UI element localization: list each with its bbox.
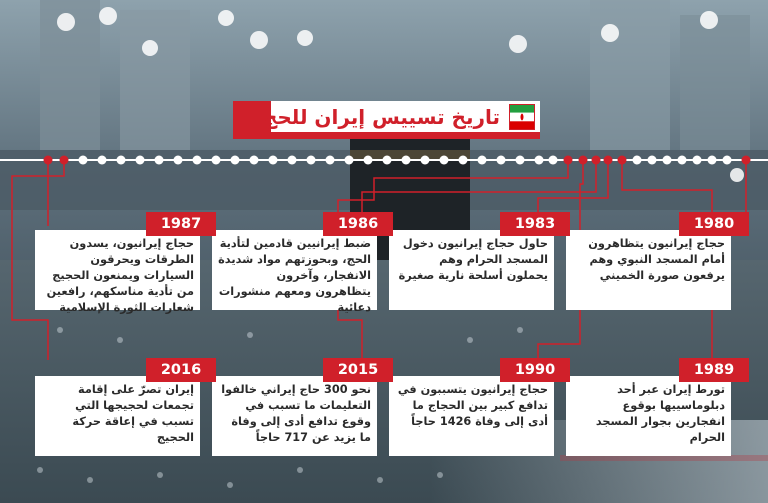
timeline-dot-1987	[44, 156, 53, 165]
event-card-1983	[389, 230, 554, 310]
timeline-dot-icon	[269, 156, 278, 165]
event-card-2015	[212, 376, 377, 456]
timeline-dot-icon	[723, 156, 732, 165]
timeline-dot-icon	[633, 156, 642, 165]
timeline-dot-icon	[345, 156, 354, 165]
timeline-dot-icon	[174, 156, 183, 165]
event-year-1989: 1989	[679, 358, 749, 382]
timeline-dot-icon	[193, 156, 202, 165]
timeline-dot-1983	[604, 156, 613, 165]
timeline-dot-icon	[155, 156, 164, 165]
timeline-dot-icon	[98, 156, 107, 165]
event-year-2015: 2015	[323, 358, 393, 382]
timeline-dot-icon	[678, 156, 687, 165]
event-year-1990: 1990	[500, 358, 570, 382]
timeline-dot-icon	[516, 156, 525, 165]
timeline-dot-icon	[663, 156, 672, 165]
timeline-dot-icon	[708, 156, 717, 165]
timeline-dot-1990	[579, 156, 588, 165]
timeline-dot-1980	[742, 156, 751, 165]
event-year-1987: 1987	[146, 212, 216, 236]
event-card-1989	[566, 376, 731, 456]
timeline-dot-icon	[231, 156, 240, 165]
event-year-2016: 2016	[146, 358, 216, 382]
event-card-1980	[566, 230, 731, 310]
event-description: نحو 300 حاج إيراني خالفوا التعليمات ما تسبب في وقوع تدافع أدى إلى وفاة ما يزيد عن 717 حاجاً	[221, 383, 371, 444]
timeline-dot-icon	[79, 156, 88, 165]
timeline-dot-icon	[136, 156, 145, 165]
timeline-dot-icon	[535, 156, 544, 165]
timeline-dot-icon	[478, 156, 487, 165]
timeline-dot-icon	[421, 156, 430, 165]
event-year-1983: 1983	[500, 212, 570, 236]
timeline-dot-1986	[592, 156, 601, 165]
timeline-dot-icon	[383, 156, 392, 165]
timeline-dot-icon	[364, 156, 373, 165]
timeline-dot-icon	[693, 156, 702, 165]
event-description: ضبط إيرانيين قادمين لتأدية الحج، وبحوزتهم مواد شديدة الانفجار، وآخرون يتظاهرون ومعهم منشورات دعائية	[218, 237, 371, 314]
timeline-dot-icon	[250, 156, 259, 165]
timeline-dot-icon	[549, 156, 558, 165]
timeline-dot-icon	[212, 156, 221, 165]
event-description: حاول حجاج إيرانيون دخول المسجد الحرام وهم يحملون أسلحة نارية صغيرة	[398, 237, 548, 282]
event-description: إيران تصرّ على إقامة تجمعات لحجيجها التي تسبب في إعاقة حركة الحجيج	[72, 383, 194, 444]
timeline-dot-icon	[497, 156, 506, 165]
event-description: حجاج إيرانيون يتظاهرون أمام المسجد النبوي وهم يرفعون صورة الخميني	[588, 237, 725, 282]
timeline-dot-2015	[564, 156, 573, 165]
timeline-dot-icon	[402, 156, 411, 165]
event-year-1986: 1986	[323, 212, 393, 236]
timeline-dot-icon	[117, 156, 126, 165]
timeline-dot-1989	[618, 156, 627, 165]
event-card-2016	[35, 376, 200, 456]
event-description: حجاج إيرانيون، يسدون الطرقات ويحرقون السيارات ويمنعون الحجيج من تأدية مناسكهم، رافعين شعارات الثورة الإسلامية	[46, 237, 194, 314]
page-title: تاريخ تسييس إيران للحج	[262, 105, 500, 129]
event-description: تورط إيران عبر أحد دبلوماسييها بوقوع انفجارين بجوار المسجد الحرام	[595, 383, 725, 444]
timeline-dot-icon	[648, 156, 657, 165]
timeline-dot-icon	[459, 156, 468, 165]
event-year-1980: 1980	[679, 212, 749, 236]
timeline-dot-icon	[307, 156, 316, 165]
event-description: حجاج إيرانيون يتسببون في تدافع كبير بين الحجاج ما أدى إلى وفاة 1426 حاجاً	[397, 383, 548, 428]
event-card-1990	[389, 376, 554, 456]
timeline-dot-icon	[326, 156, 335, 165]
event-card-1987	[35, 230, 200, 314]
timeline-dot-icon	[440, 156, 449, 165]
timeline-dot-2016	[60, 156, 69, 165]
event-card-1986	[212, 230, 377, 314]
timeline-dot-icon	[288, 156, 297, 165]
